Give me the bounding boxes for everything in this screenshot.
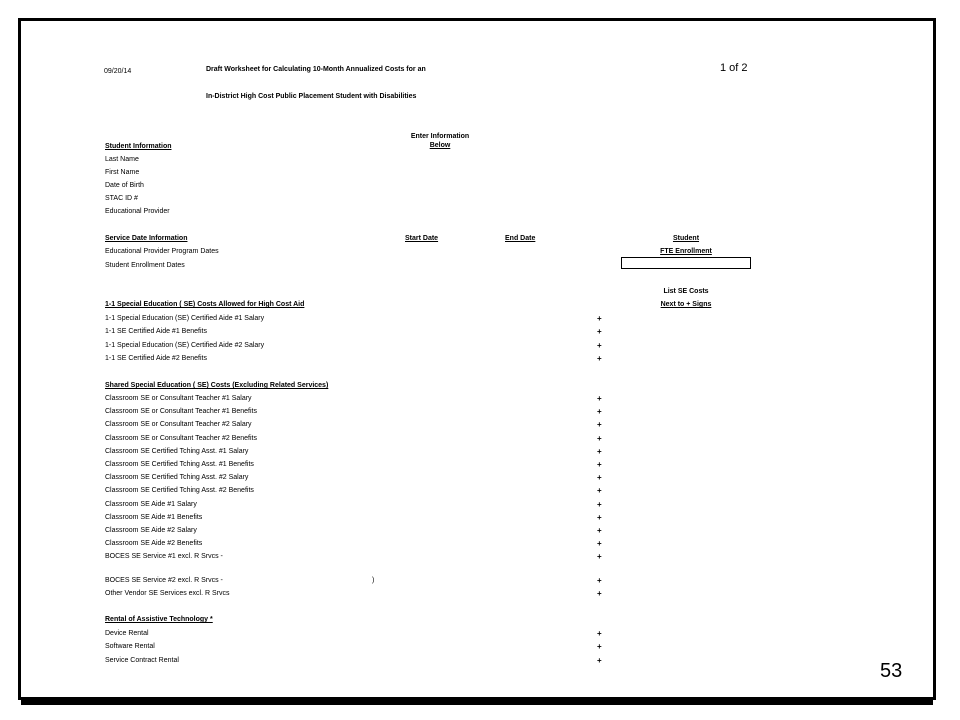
shared-se-row-plus: + xyxy=(597,433,602,443)
student-heading: Student xyxy=(672,235,700,242)
rental-heading: Rental of Assistive Technology * xyxy=(105,616,213,623)
start-date-heading: Start Date xyxy=(405,235,439,242)
page-number: 53 xyxy=(880,660,903,682)
end-date-heading: End Date xyxy=(505,235,536,242)
one-to-one-row-label: 1-1 SE Certified Aide #2 Benefits xyxy=(105,354,207,362)
rental-row-plus: + xyxy=(597,642,602,652)
rental-row-plus: + xyxy=(597,655,602,665)
boces-service-2-mark: ) xyxy=(372,577,375,584)
student-field-label: Date of Birth xyxy=(105,182,144,189)
one-to-one-heading: 1-1 Special Education ( SE) Costs Allowed for High Cost Aid xyxy=(105,301,305,308)
one-to-one-row-plus: + xyxy=(597,340,602,350)
shared-se-row-plus: + xyxy=(597,552,602,562)
shared-se-row-plus: + xyxy=(597,473,602,483)
rental-row-label: Device Rental xyxy=(105,630,149,637)
shared-se-row-plus: + xyxy=(597,539,602,549)
student-field-label: First Name xyxy=(105,169,140,176)
shared-se-row-plus: + xyxy=(597,420,602,430)
student-info-heading: Student Information xyxy=(105,143,172,150)
shared-se-row-label: Classroom SE Aide #1 Benefits xyxy=(105,513,203,521)
one-to-one-row-plus: + xyxy=(597,353,602,363)
shared-se-row-plus: + xyxy=(597,512,602,522)
enter-info-below: Below xyxy=(429,142,451,149)
student-field-label: STAC ID # xyxy=(105,195,138,202)
other-vendor-label: Other Vendor SE Services excl. R Srvcs xyxy=(105,590,230,597)
shared-se-row-label: Classroom SE Aide #2 Benefits xyxy=(105,540,203,548)
shared-se-row-label: Classroom SE Certified Tching Asst. #2 Benefits xyxy=(105,487,254,495)
boces-service-2-plus: + xyxy=(597,576,602,585)
fte-enrollment-field[interactable] xyxy=(621,257,751,269)
shared-se-row-label: Classroom SE Aide #1 Salary xyxy=(105,500,197,508)
rental-row-label: Software Rental xyxy=(105,643,155,651)
program-dates-label: Educational Provider Program Dates xyxy=(105,248,219,255)
shared-se-row-plus: + xyxy=(597,499,602,509)
draft-date: 09/20/14 xyxy=(104,68,132,75)
shared-se-row-label: Classroom SE Certified Tching Asst. #1 Benefits xyxy=(105,461,254,468)
shared-se-row-plus: + xyxy=(597,526,602,535)
shared-se-row-label: Classroom SE Certified Tching Asst. #1 Salary xyxy=(105,447,249,455)
worksheet-title-line2: In-District High Cost Public Placement Student with Disabilities xyxy=(206,93,417,100)
shared-se-row-label: Classroom SE or Consultant Teacher #1 Benefits xyxy=(105,408,258,416)
page-of-indicator: 1 of 2 xyxy=(720,62,748,74)
one-to-one-row-label: 1-1 Special Education (SE) Certified Aide #1 Salary xyxy=(105,315,265,322)
shared-se-row-label: BOCES SE Service #1 excl. R Srvcs - xyxy=(105,553,223,561)
shared-se-heading: Shared Special Education ( SE) Costs (Excluding Related Services) xyxy=(105,382,329,389)
student-field-label: Last Name xyxy=(105,156,139,163)
other-vendor-plus: + xyxy=(597,589,602,598)
student-field-label: Educational Provider xyxy=(105,208,170,215)
one-to-one-row-label: 1-1 SE Certified Aide #1 Benefits xyxy=(105,328,207,336)
shared-se-row-plus: + xyxy=(597,486,602,496)
shared-se-row-plus: + xyxy=(597,460,602,469)
shared-se-row-label: Classroom SE or Consultant Teacher #1 Salary xyxy=(105,395,252,402)
shared-se-row-plus: + xyxy=(597,446,602,456)
rental-row-plus: + xyxy=(597,629,602,638)
shared-se-row-label: Classroom SE Aide #2 Salary xyxy=(105,527,197,534)
rental-row-label: Service Contract Rental xyxy=(105,656,179,664)
enrollment-dates-label: Student Enrollment Dates xyxy=(105,262,185,269)
one-to-one-row-plus: + xyxy=(597,327,602,337)
shared-se-row-plus: + xyxy=(597,394,602,403)
one-to-one-row-label: 1-1 Special Education (SE) Certified Aide #2 Salary xyxy=(105,341,265,349)
one-to-one-row-plus: + xyxy=(597,314,602,323)
fte-enrollment-heading: FTE Enrollment xyxy=(660,248,712,255)
shared-se-row-label: Classroom SE or Consultant Teacher #2 Salary xyxy=(105,421,252,429)
shared-se-row-plus: + xyxy=(597,407,602,417)
next-to-plus-heading: Next to + Signs xyxy=(660,301,712,308)
shared-se-row-label: Classroom SE or Consultant Teacher #2 Benefits xyxy=(105,434,258,442)
boces-service-2-label: BOCES SE Service #2 excl. R Srvcs - xyxy=(105,577,223,584)
list-se-costs-heading: List SE Costs xyxy=(663,288,709,295)
shared-se-row-label: Classroom SE Certified Tching Asst. #2 Salary xyxy=(105,474,249,482)
worksheet-title-line1: Draft Worksheet for Calculating 10-Month Annualized Costs for an xyxy=(206,66,426,73)
enter-info-heading: Enter Information xyxy=(410,133,470,140)
service-date-heading: Service Date Information xyxy=(105,235,188,242)
